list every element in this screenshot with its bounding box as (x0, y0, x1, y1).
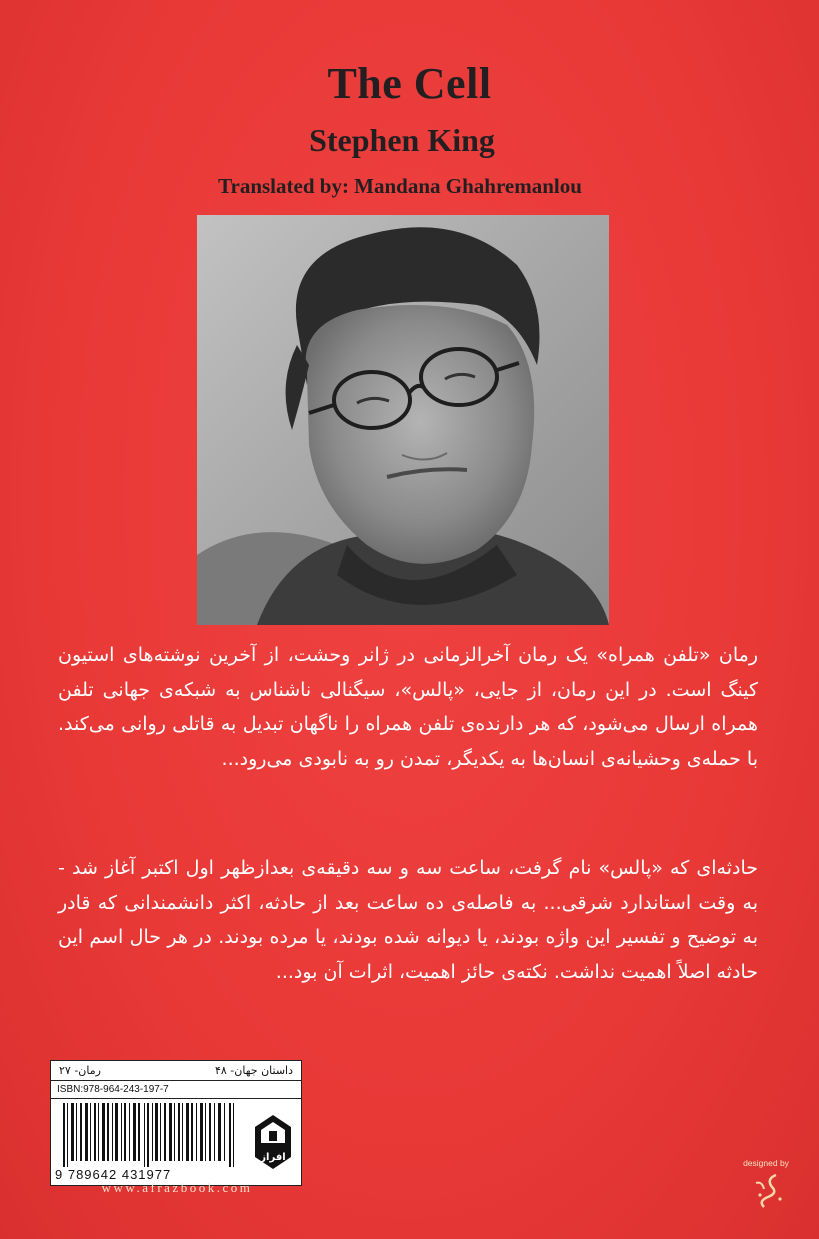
isbn-label: ISBN:978-964-243-197-7 (51, 1081, 301, 1099)
series-info (51, 1061, 301, 1081)
designed-by-label: designed by (743, 1158, 789, 1168)
barcode-panel (50, 1060, 302, 1186)
barcode-digits: 9 789642 431977 (55, 1167, 172, 1182)
afraz-publisher-logo-icon (251, 1113, 295, 1171)
series-right-label: رمان- ۲۷ (59, 1064, 101, 1077)
barcode-bars (61, 1103, 239, 1167)
synopsis-paragraph-1: رمان «تلفن همراه» یک رمان آخرالزمانی در ژانر وحشت، از آخرین نوشته‌های استیون کینگ است. در این رمان، از جایی، «پالس»، سیگنالی ناشناس به شبکه‌ی جهانی تلفن همراه ارسال می‌شود، که هر دارنده‌ی تلفن همراه را ناگهان تبدیل به قاتلی روانی می‌کند. با حمله‌ی وحشیانه‌ی انسان‌ها به یکدیگر، تمدن رو به نابودی می‌رود... (58, 644, 758, 770)
svg-text:افراز: افراز (260, 1152, 286, 1163)
translator-credit: Translated by: Mandana Ghahremanlou (218, 174, 582, 198)
author-name: Stephen King (309, 122, 495, 158)
publisher-website: www.afrazbook.com (101, 1180, 253, 1195)
synopsis-paragraph-2: حادثه‌ای که «پالس» نام گرفت، ساعت سه و سه دقیقه‌ی بعدازظهر اول اکتبر آغاز شد - به وقت استاندارد شرقی... به فاصله‌ی ده ساعت بعد از حادثه، اکثر دانشمندانی که قادر به توضیح و تفسیر این واژه بودند، یا دیوانه شده بودند، یا مرده بودند. در هر حال اسم این حادثه اصلاً اهمیت نداشت. نکته‌ی حائز اهمیت، اثرات آن بود... (58, 857, 758, 983)
author-photo (197, 215, 609, 625)
book-title: The Cell (327, 59, 492, 108)
designer-signature-icon (746, 1171, 788, 1211)
series-left-label: داستان جهان- ۴۸ (214, 1064, 293, 1077)
